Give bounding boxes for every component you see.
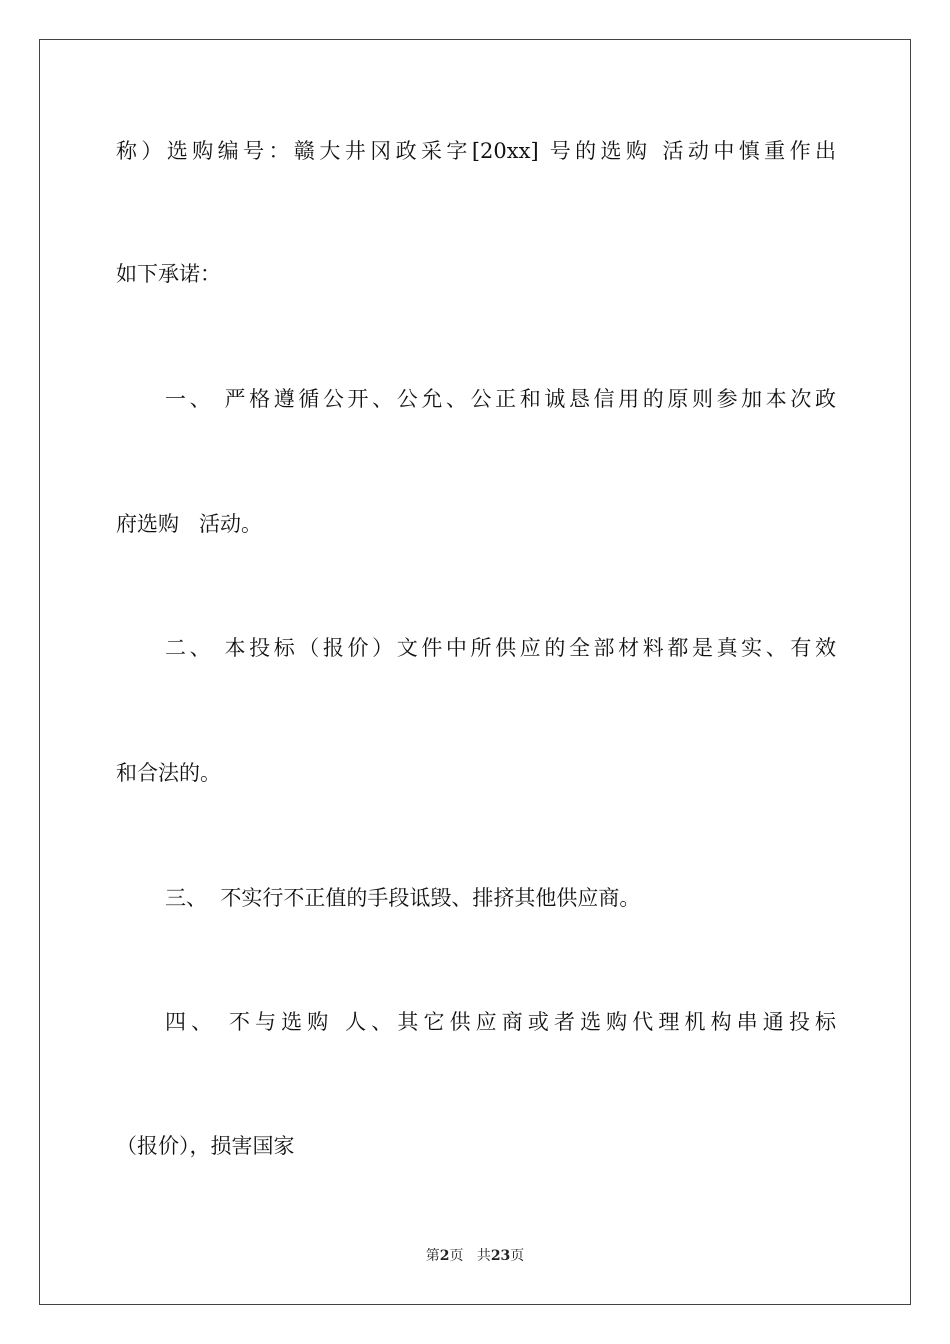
text-line-5: 二、 本投标（报价）文件中所供应的全部材料都是真实、有效 xyxy=(165,636,836,660)
text-line-8: 四、 不与选购 人、其它供应商或者选购代理机构串通投标 xyxy=(165,1010,836,1034)
footer-page-number: 2 xyxy=(439,1248,450,1264)
page-footer xyxy=(0,1247,950,1265)
footer-total-pages: 23 xyxy=(490,1248,511,1264)
text-line-4: 府选购 活动。 xyxy=(116,512,263,536)
page-frame xyxy=(39,39,911,1305)
footer-total-prefix: 共 xyxy=(476,1248,491,1264)
text-line-3: 一、 严格遵循公开、公允、公正和诚恳信用的原则参加本次政 xyxy=(165,387,836,411)
text-line-9: （报价），损害国家 xyxy=(116,1134,295,1158)
text-line-2: 如下承诺： xyxy=(116,262,221,286)
text-line-1: 称）选购编号：赣大井冈政采字[20xx] 号的选购 活动中慎重作出 xyxy=(116,139,836,163)
footer-total-suffix: 页 xyxy=(510,1248,525,1264)
footer-prefix: 第 xyxy=(425,1248,440,1264)
text-line-7: 三、 不实行不正值的手段诋毁、排挤其他供应商。 xyxy=(165,886,641,910)
footer-page-suffix: 页 xyxy=(449,1248,464,1264)
text-line-6: 和合法的。 xyxy=(116,761,221,785)
